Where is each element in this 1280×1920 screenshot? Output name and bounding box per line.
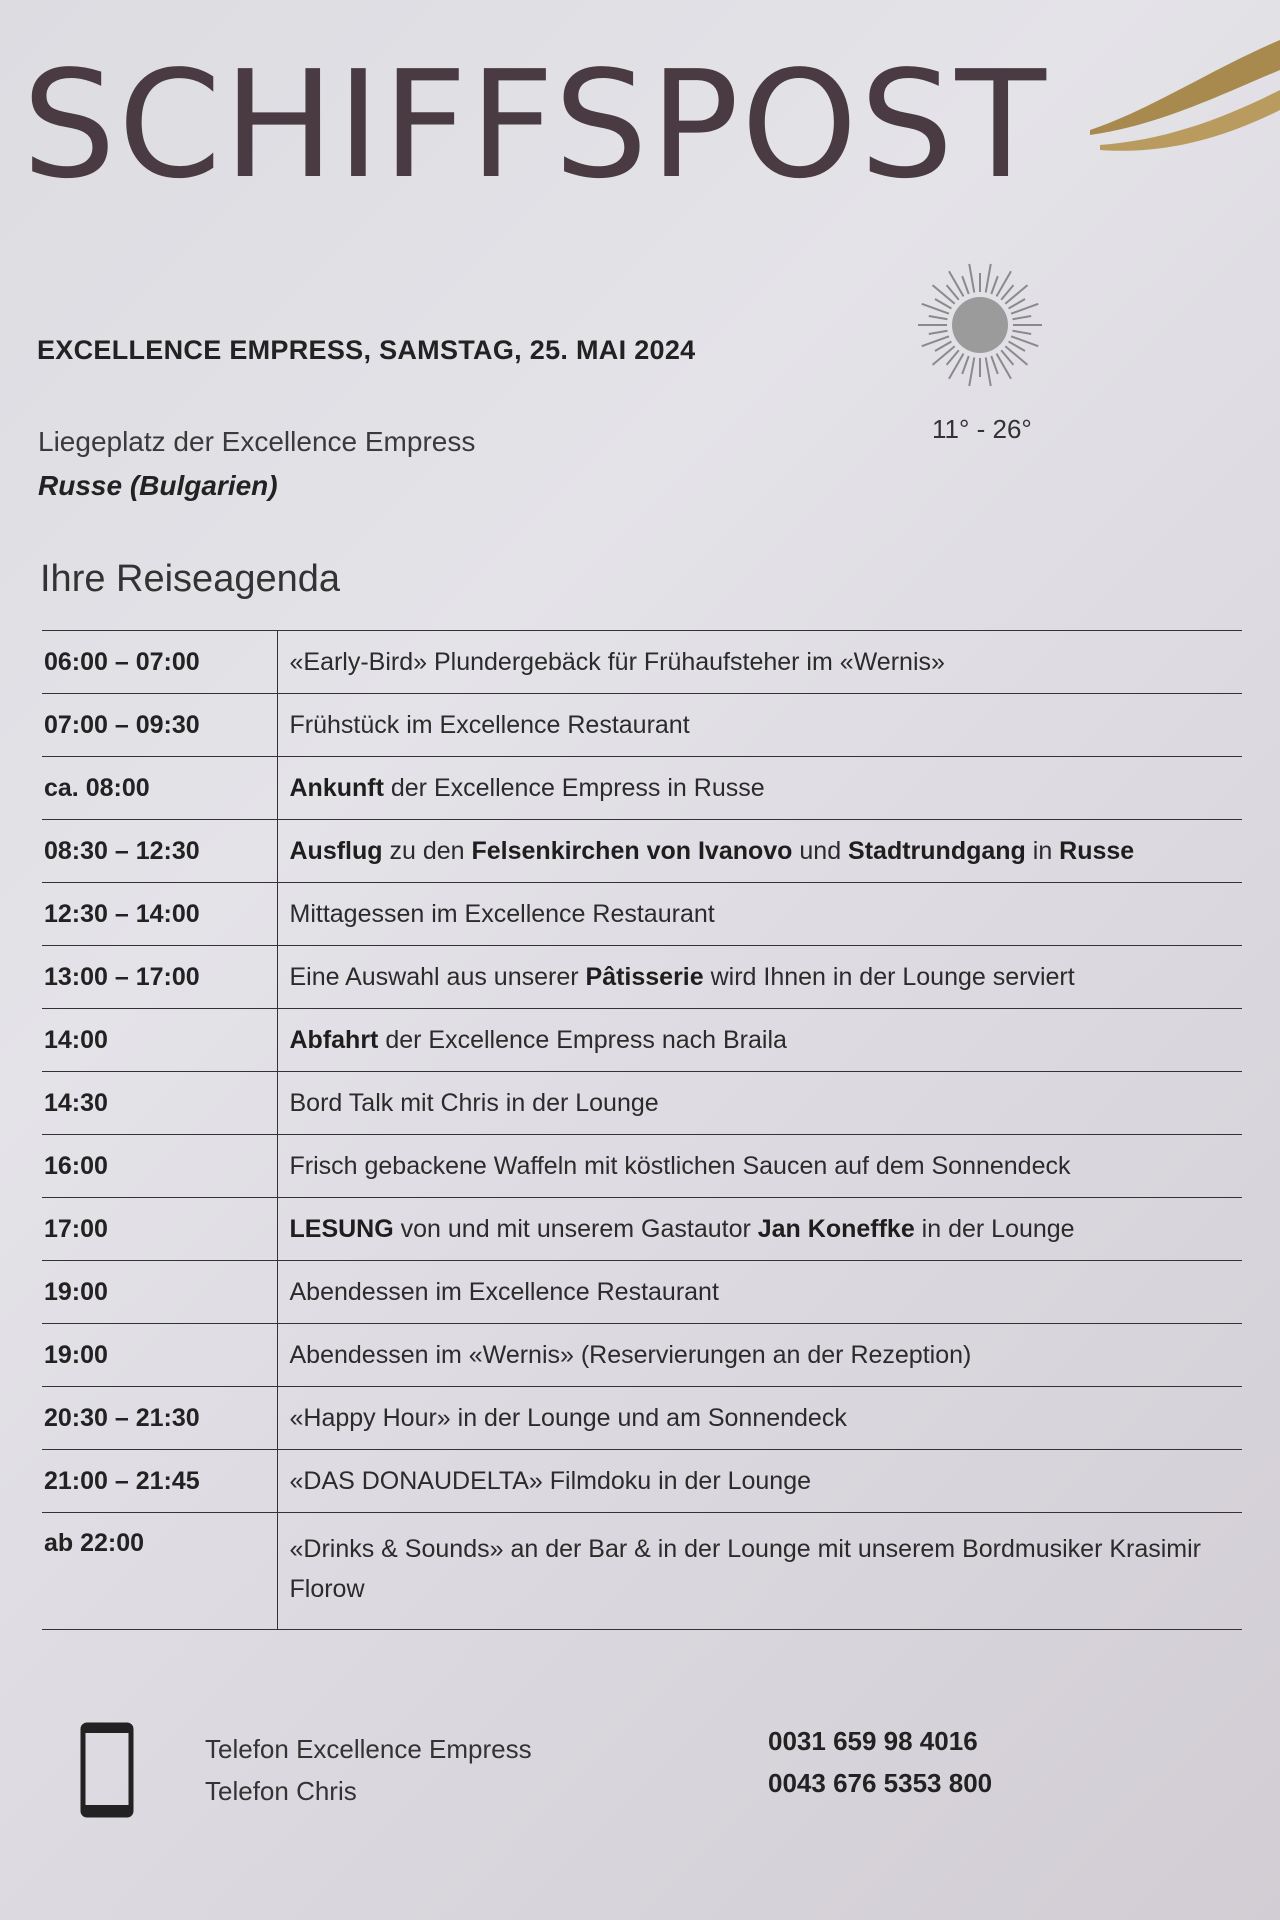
agenda-row xyxy=(42,1513,1242,1630)
contact-label: Telefon Excellence Empress xyxy=(205,1734,532,1764)
agenda-time: ab 22:00 xyxy=(42,1513,277,1630)
activity-text: der Excellence Empress nach Braila xyxy=(378,1026,787,1054)
brand-swoosh-icon xyxy=(1080,30,1280,170)
activity-text: Pâtisserie xyxy=(585,963,704,991)
agenda-time: 12:30 – 14:00 xyxy=(42,883,277,946)
agenda-time: 16:00 xyxy=(42,1135,277,1198)
agenda-activity xyxy=(277,1009,1242,1072)
sun-icon xyxy=(915,260,1045,390)
agenda-activity xyxy=(277,1450,1242,1513)
agenda-time: 14:00 xyxy=(42,1009,277,1072)
agenda-activity xyxy=(277,1072,1242,1135)
berth-label: Liegeplatz der Excellence Empress xyxy=(38,426,476,457)
agenda-time: 14:30 xyxy=(42,1072,277,1135)
agenda-row xyxy=(42,757,1242,820)
agenda-activity xyxy=(277,820,1242,883)
agenda-activity xyxy=(277,1387,1242,1450)
activity-text: Bord Talk mit Chris in der Lounge xyxy=(289,1089,659,1117)
agenda-time: 19:00 xyxy=(42,1324,277,1387)
agenda-activity xyxy=(277,757,1242,820)
agenda-time: ca. 08:00 xyxy=(42,757,277,820)
activity-text: Abfahrt xyxy=(289,1026,379,1054)
agenda-row xyxy=(42,1387,1242,1450)
activity-text: in der Lounge xyxy=(914,1215,1075,1243)
schiffspost-logo xyxy=(22,39,1048,211)
agenda-time: 20:30 – 21:30 xyxy=(42,1387,277,1450)
contact-labels xyxy=(205,1728,532,1812)
agenda-activity xyxy=(277,1261,1242,1324)
activity-text: Eine Auswahl aus unserer xyxy=(289,963,586,991)
activity-text: LESUNG xyxy=(289,1215,394,1243)
agenda-time: 17:00 xyxy=(42,1198,277,1261)
agenda-activity xyxy=(277,1513,1242,1630)
activity-text: und xyxy=(792,837,849,865)
agenda-row xyxy=(42,1135,1242,1198)
activity-text: Mittagessen im Excellence Restaurant xyxy=(289,900,715,928)
activity-text: Ausflug xyxy=(289,837,383,865)
agenda-time: 13:00 – 17:00 xyxy=(42,946,277,1009)
activity-text: Abendessen im «Wernis» (Reservierungen an der Rezeption) xyxy=(289,1341,972,1369)
activity-text: Jan Koneffke xyxy=(757,1215,915,1243)
agenda-activity xyxy=(277,1324,1242,1387)
ship-date-heading: EXCELLENCE EMPRESS, SAMSTAG, 25. MAI 2024 xyxy=(37,335,696,365)
agenda-table xyxy=(42,630,1242,1630)
agenda-time: 21:00 – 21:45 xyxy=(42,1450,277,1513)
activity-text: «Happy Hour» in der Lounge und am Sonnendeck xyxy=(289,1404,847,1432)
agenda-activity xyxy=(277,631,1242,694)
activity-text: wird Ihnen in der Lounge serviert xyxy=(703,963,1075,991)
activity-text: «DAS DONAUDELTA» Filmdoku in der Lounge xyxy=(289,1467,812,1495)
activity-text: Russe xyxy=(1059,837,1135,865)
contact-label: Telefon Chris xyxy=(205,1776,357,1806)
activity-text: Abendessen im Excellence Restaurant xyxy=(289,1278,719,1306)
agenda-activity xyxy=(277,1198,1242,1261)
agenda-row xyxy=(42,883,1242,946)
activity-text: von und mit unserem Gastautor xyxy=(393,1215,758,1243)
agenda-title: Ihre Reiseagenda xyxy=(40,558,340,600)
logo-text: SCHIFFSPOST xyxy=(22,39,1048,211)
agenda-time: 07:00 – 09:30 xyxy=(42,694,277,757)
agenda-row xyxy=(42,1324,1242,1387)
activity-text: Frühstück im Excellence Restaurant xyxy=(289,711,690,739)
agenda-row xyxy=(42,820,1242,883)
activity-text: in xyxy=(1025,837,1060,865)
agenda-time: 06:00 – 07:00 xyxy=(42,631,277,694)
agenda-activity xyxy=(277,946,1242,1009)
agenda-activity xyxy=(277,1135,1242,1198)
agenda-row xyxy=(42,1261,1242,1324)
agenda-row xyxy=(42,1198,1242,1261)
agenda-row xyxy=(42,1450,1242,1513)
phone-number: 0031 659 98 4016 xyxy=(768,1726,978,1756)
agenda-activity xyxy=(277,694,1242,757)
phone-number: 0043 676 5353 800 xyxy=(768,1768,993,1798)
activity-text: zu den xyxy=(382,837,472,865)
agenda-time: 08:30 – 12:30 xyxy=(42,820,277,883)
activity-text: Frisch gebackene Waffeln mit köstlichen Saucen auf dem Sonnendeck xyxy=(289,1152,1071,1180)
agenda-time: 19:00 xyxy=(42,1261,277,1324)
activity-text: der Excellence Empress in Russe xyxy=(383,774,765,802)
contact-numbers xyxy=(768,1720,992,1804)
agenda-row xyxy=(42,1009,1242,1072)
temperature-range: 11° - 26° xyxy=(932,414,1032,444)
agenda-row xyxy=(42,694,1242,757)
agenda-row xyxy=(42,1072,1242,1135)
activity-text: Felsenkirchen von Ivanovo xyxy=(471,837,793,865)
phone-icon xyxy=(80,1722,134,1818)
agenda-row xyxy=(42,946,1242,1009)
activity-text: Stadtrundgang xyxy=(848,837,1026,865)
agenda-activity xyxy=(277,883,1242,946)
activity-text: «Early-Bird» Plundergebäck für Frühaufsteher im «Wernis» xyxy=(289,648,945,676)
activity-text: «Drinks & Sounds» an der Bar & in der Lounge mit unserem Bordmusiker Krasimir Florow xyxy=(289,1535,1202,1603)
activity-text: Ankunft xyxy=(289,774,384,802)
berth-place: Russe (Bulgarien) xyxy=(38,470,278,501)
agenda-row xyxy=(42,631,1242,694)
